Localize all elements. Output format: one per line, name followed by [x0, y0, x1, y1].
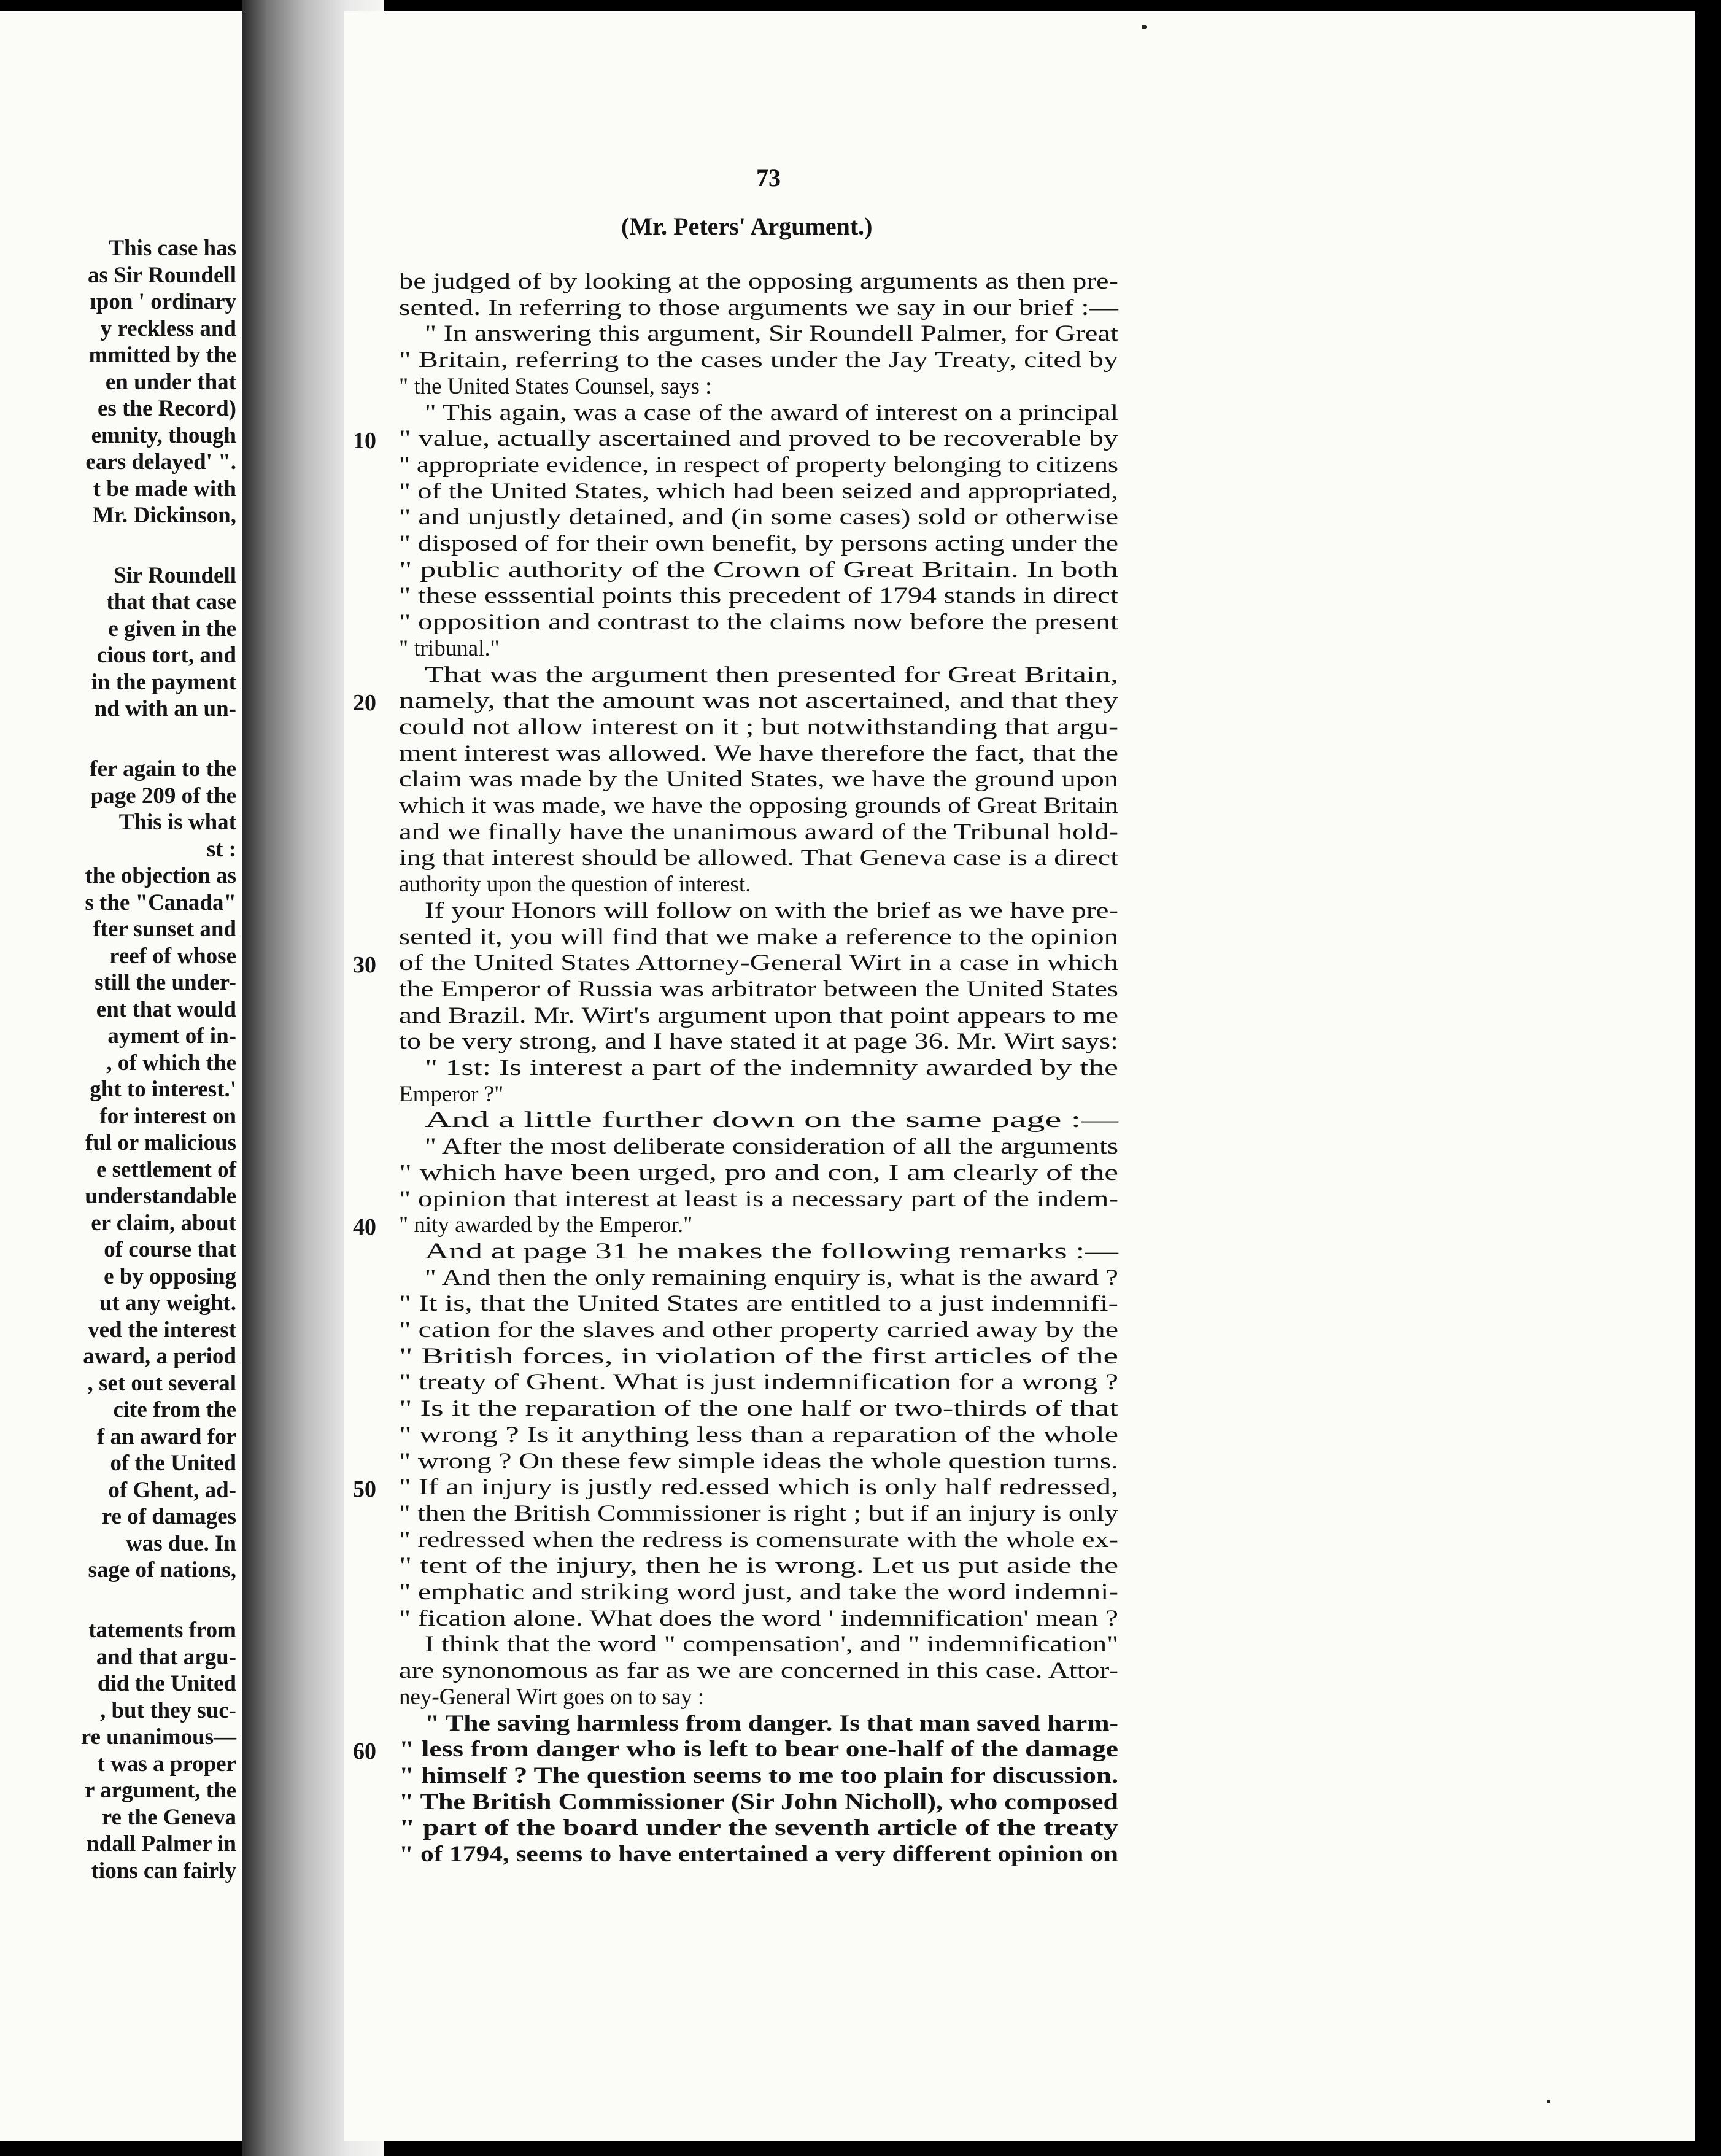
text-line: " tribunal." [399, 635, 500, 661]
text-line: " It is, that the United States are entitled to a just indemnifi- [399, 1291, 1118, 1317]
left-text-line: , of which the [106, 1050, 236, 1076]
left-text-line: mmitted by the [88, 343, 236, 368]
left-text-line: , set out several [87, 1370, 236, 1396]
text-line: ment interest was allowed. We have therefore the fact, that the [399, 740, 1119, 766]
left-text-line: Sir Roundell [114, 562, 236, 588]
text-line: " public authority of the Crown of Great Britain. In both [399, 557, 1118, 583]
text-line: And a little further down on the same page :— [425, 1107, 1119, 1133]
line-number: 30 [353, 952, 376, 979]
text-line: " tent of the injury, then he is wrong. Let us put aside the [399, 1553, 1118, 1579]
left-text-line: cious tort, and [96, 643, 236, 669]
text-line: " wrong ? Is it anything less than a reparation of the whole [399, 1422, 1118, 1448]
left-text-line: ful or malicious [85, 1130, 236, 1156]
page-number: 73 [756, 164, 781, 192]
text-line: " opinion that interest at least is a necessary part of the indem- [399, 1186, 1119, 1212]
left-text-line: as Sir Roundell [88, 262, 236, 288]
text-line: " 1st: Is interest a part of the indemnity awarded by the [425, 1055, 1118, 1080]
text-line: " appropriate evidence, in respect of property belonging to citizens [399, 452, 1119, 478]
left-text-line: e settlement of [96, 1157, 236, 1182]
text-line: which it was made, we have the opposing grounds of Great Britain [399, 793, 1118, 818]
running-head: (Mr. Peters' Argument.) [621, 212, 873, 240]
left-text-line: of the United [110, 1451, 236, 1476]
left-text-line: understandable [85, 1184, 236, 1209]
left-text-line: reef of whose [109, 943, 236, 969]
text-line: authority upon the question of interest. [399, 872, 751, 898]
text-line: " these esssential points this precedent of 1794 stands in direct [399, 583, 1118, 609]
dust-speck [1142, 25, 1147, 29]
text-line: are synonomous as far as we are concerned in this case. Attor- [399, 1658, 1119, 1684]
left-text-line: ght to interest.' [90, 1077, 236, 1103]
left-text-line: ears delayed' ". [85, 449, 236, 475]
text-line: " then the British Commissioner is right ; but if an injury is only [399, 1500, 1119, 1526]
dust-speck [1547, 2100, 1550, 2103]
text-line: could not allow interest on it ; but notwithstanding that argu- [399, 714, 1118, 740]
left-text-line: f an award for [96, 1424, 236, 1449]
left-text-line: en under that [105, 369, 236, 395]
left-text-line: This is what [118, 810, 236, 836]
scan-border [1695, 0, 1721, 2156]
line-number: 40 [353, 1214, 376, 1241]
text-line: I think that the word " compensation', and " indemnification" [425, 1632, 1119, 1658]
left-text-line: tatements from [88, 1618, 236, 1643]
text-line: " And then the only remaining enquiry is, what is the award ? [425, 1265, 1118, 1290]
text-line: " This again, was a case of the award of interest on a principal [425, 400, 1118, 425]
left-text-line: emnity, though [91, 422, 236, 448]
left-text-line: for interest on [99, 1103, 236, 1129]
text-line: " disposed of for their own benefit, by persons acting under the [399, 531, 1119, 556]
text-line: " Britain, referring to the cases under the Jay Treaty, cited by [399, 347, 1119, 373]
text-line: " emphatic and striking word just, and take the word indemni- [399, 1580, 1118, 1605]
left-text-line: sage of nations, [88, 1557, 236, 1583]
left-text-line: e by opposing [104, 1263, 236, 1289]
left-text-line: re the Geneva [101, 1804, 236, 1830]
text-line: That was the argument then presented for Great Britain, [425, 662, 1119, 688]
left-text-line: ayment of in- [107, 1023, 236, 1049]
text-line: claim was made by the United States, we have the ground upon [399, 767, 1118, 793]
left-text-line: t was a proper [97, 1751, 236, 1777]
line-number: 60 [353, 1739, 376, 1765]
left-text-line: r argument, the [85, 1778, 236, 1804]
left-text-line: of Ghent, ad- [108, 1477, 236, 1503]
left-text-line: ut any weight. [99, 1290, 236, 1316]
text-line: " In answering this argument, Sir Roundell Palmer, for Great [425, 321, 1118, 347]
text-line: " redressed when the redress is comensurate with the whole ex- [399, 1527, 1118, 1553]
left-text-line: This case has [109, 236, 236, 261]
left-text-line: tions can fairly [91, 1858, 236, 1883]
left-text-line: ndall Palmer in [87, 1831, 236, 1857]
left-text-line: the objection as [85, 863, 236, 889]
text-line: " British forces, in violation of the first articles of the [399, 1343, 1118, 1369]
left-text-line: re of damages [101, 1504, 236, 1530]
left-facing-page [0, 11, 242, 2141]
text-line: " The British Commissioner (Sir John Nicholl), who composed [399, 1789, 1119, 1815]
text-line: Emperor ?" [399, 1081, 504, 1107]
text-line: " less from danger who is left to bear one-half of the damage [399, 1737, 1119, 1762]
text-line: " himself ? The question seems to me too plain for discussion. [399, 1762, 1119, 1788]
text-line: " If an injury is justly red.essed which is only half redressed, [399, 1475, 1118, 1500]
text-line: be judged of by looking at the opposing arguments as then pre- [399, 269, 1118, 294]
left-text-line: y reckless and [100, 316, 236, 341]
text-line: " After the most deliberate consideration of all the arguments [425, 1134, 1118, 1160]
text-line: " wrong ? On these few simple ideas the whole question turns. [399, 1448, 1118, 1474]
text-line: " treaty of Ghent. What is just indemnification for a wrong ? [399, 1370, 1118, 1395]
left-text-line: fter sunset and [93, 917, 236, 942]
left-text-line: Mr. Dickinson, [92, 503, 236, 528]
line-number: 20 [353, 690, 376, 716]
left-text-line: cite from the [113, 1397, 236, 1423]
text-line: " cation for the slaves and other property carried away by the [399, 1317, 1119, 1343]
left-text-line: page 209 of the [90, 783, 236, 808]
left-text-line: that that case [106, 589, 236, 615]
left-text-line: ved the interest [88, 1317, 236, 1343]
left-text-line: re unanimous— [80, 1724, 236, 1750]
left-text-line: and that argu- [96, 1644, 236, 1670]
text-line: of the United States Attorney-General Wirt in a case in which [399, 950, 1119, 976]
left-text-line: t be made with [93, 476, 236, 502]
left-text-line: es the Record) [97, 396, 236, 421]
line-number: 50 [353, 1476, 376, 1503]
text-line: " The saving harmless from danger. Is that man saved harm- [425, 1710, 1119, 1736]
left-text-line: e given in the [108, 616, 236, 642]
text-line: " the United States Counsel, says : [399, 373, 712, 399]
text-line: the Emperor of Russia was arbitrator between the United States [399, 976, 1118, 1002]
text-line: and Brazil. Mr. Wirt's argument upon that point appears to me [399, 1002, 1119, 1028]
left-text-line: ıpon ' ordinary [90, 289, 236, 314]
left-text-line: ent that would [96, 996, 236, 1022]
text-line: ing that interest should be allowed. That Geneva case is a direct [399, 845, 1119, 871]
left-text-line: , but they suc- [99, 1697, 236, 1723]
text-line: " Is it the reparation of the one half or two-thirds of that [399, 1396, 1118, 1422]
text-line: sented. In referring to those arguments we say in our brief :— [399, 295, 1119, 320]
text-line: and we finally have the unanimous award of the Tribunal hold- [399, 819, 1118, 845]
left-text-line: award, a period [83, 1344, 236, 1370]
text-line: to be very strong, and I have stated it at page 36. Mr. Wirt says: [399, 1029, 1118, 1055]
text-line: " fication alone. What does the word ' indemnification' mean ? [399, 1605, 1118, 1631]
text-line: " nity awarded by the Emperor." [399, 1212, 693, 1238]
left-text-line: in the payment [91, 669, 236, 695]
text-line: " part of the board under the seventh article of the treaty [399, 1815, 1119, 1841]
text-line: ney-General Wirt goes on to say : [399, 1684, 705, 1710]
text-line: namely, that the amount was not ascertained, and that they [399, 688, 1119, 714]
left-text-line: er claim, about [91, 1210, 236, 1236]
text-line: " which have been urged, pro and con, I am clearly of the [399, 1160, 1118, 1185]
text-line: " of the United States, which had been seized and appropriated, [399, 478, 1118, 504]
text-line: " value, actually ascertained and proved to be recoverable by [399, 426, 1119, 452]
text-line: And at page 31 he makes the following remarks :— [425, 1238, 1119, 1264]
left-text-line: fer again to the [90, 756, 236, 782]
left-text-line: was due. In [126, 1530, 236, 1556]
left-text-line: s the "Canada" [85, 890, 236, 915]
text-line: If your Honors will follow on with the brief as we have pre- [425, 898, 1119, 923]
left-text-line: still the under- [95, 970, 236, 996]
left-text-line: of course that [104, 1237, 236, 1263]
left-text-line: nd with an un- [94, 696, 236, 722]
line-number: 10 [353, 428, 376, 454]
text-line: " opposition and contrast to the claims now before the present [399, 610, 1119, 635]
text-line: " of 1794, seems to have entertained a very different opinion on [399, 1842, 1119, 1867]
text-line: " and unjustly detained, and (in some cases) sold or otherwise [399, 505, 1119, 530]
left-text-line: st : [206, 836, 236, 862]
left-text-line: did the United [97, 1671, 236, 1697]
text-line: sented it, you will find that we make a reference to the opinion [399, 924, 1118, 950]
